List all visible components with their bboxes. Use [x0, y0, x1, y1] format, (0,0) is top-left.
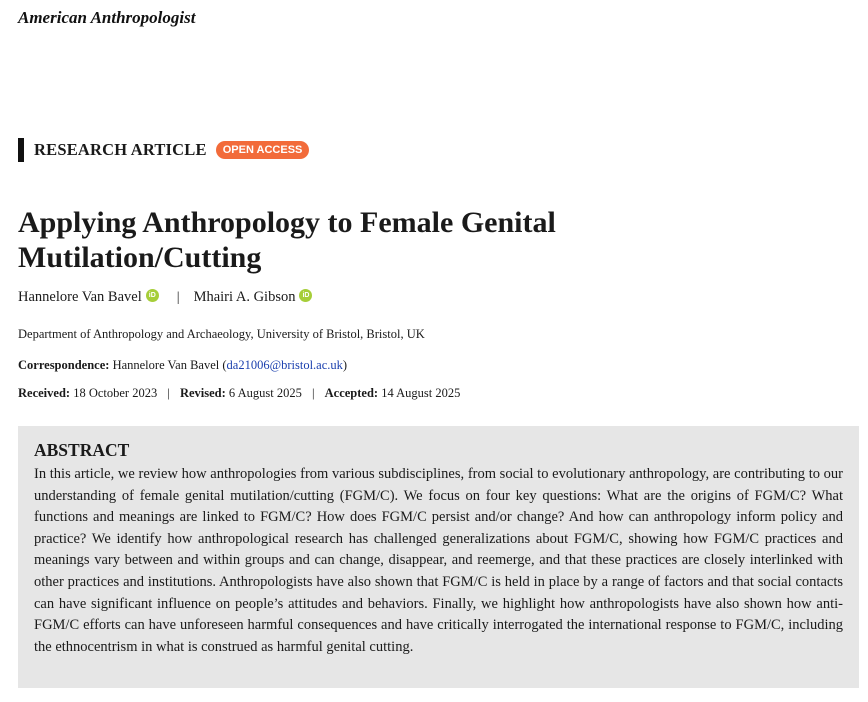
abstract-text: In this article, we review how anthropologies from various subdisciplines, from social to evolutionary anthropology, are contributing to our understanding of female genital mutilation/cutting (FGM/C). We focus on four key questions: What are the origins of FGM/C? What functions and meanings are linked to FGM/C? How does FGM/C persist and/or change? And how can anthropology inform policy and practice? We identify how anthropological research has challenged generalizations about FGM/C, showing how FGM/C practices and meanings vary between and within groups and can change, disappear, and reemerge, and that these practices are closely interlinked with other practices and institutions. Anthropologists have also shown that FGM/C is held in place by a range of factors and that social contacts can have significant influence on people’s attitudes and behaviors. Finally, we highlight how anthropologists have also shown how anti-FGM/C efforts can have unforeseen harmful consequences and have critically interrogated the international response to FGM/C, including the ethnocentrism in what is construed as harmful genital cutting. — [34, 466, 843, 655]
date-separator: | — [167, 386, 170, 400]
accepted-label: Accepted: — [324, 386, 379, 400]
correspondence-label: Correspondence: — [18, 358, 110, 372]
date-separator: | — [311, 386, 315, 400]
revised-date: 6 August 2025 — [228, 386, 302, 400]
orcid-icon[interactable]: iD — [299, 289, 312, 302]
author-name[interactable]: Hannelore Van Bavel — [18, 289, 142, 305]
orcid-icon[interactable]: iD — [146, 289, 159, 302]
article-type-label: RESEARCH ARTICLE — [34, 140, 207, 159]
author-list — [18, 289, 312, 306]
received-label: Received: — [18, 386, 71, 400]
revised-label: Revised: — [179, 386, 226, 400]
open-access-badge: OPEN ACCESS — [216, 141, 310, 159]
abstract-box — [18, 426, 859, 688]
correspondence: Correspondence: Hannelore Van Bavel (da21006@bristol.ac.uk) — [18, 358, 348, 372]
journal-title: American Anthropologist — [18, 8, 196, 27]
article-title: Applying Anthropology to Female Genital Mutilation/Cutting — [18, 206, 556, 274]
correspondence-name: Hannelore Van Bavel — [112, 358, 220, 372]
author-separator: | — [176, 289, 180, 305]
author-name[interactable]: Mhairi A. Gibson — [193, 289, 296, 305]
publication-dates — [18, 386, 460, 401]
article-type-bar — [18, 138, 24, 162]
affiliation: Department of Anthropology and Archaeology, University of Bristol, Bristol, UK — [18, 327, 425, 341]
abstract-heading: ABSTRACT — [34, 440, 130, 460]
received-date: 18 October 2023 — [73, 386, 158, 400]
article-type-row — [18, 138, 309, 162]
correspondence-email-link[interactable]: da21006@bristol.ac.uk — [226, 358, 343, 372]
accepted-date: 14 August 2025 — [381, 386, 461, 400]
